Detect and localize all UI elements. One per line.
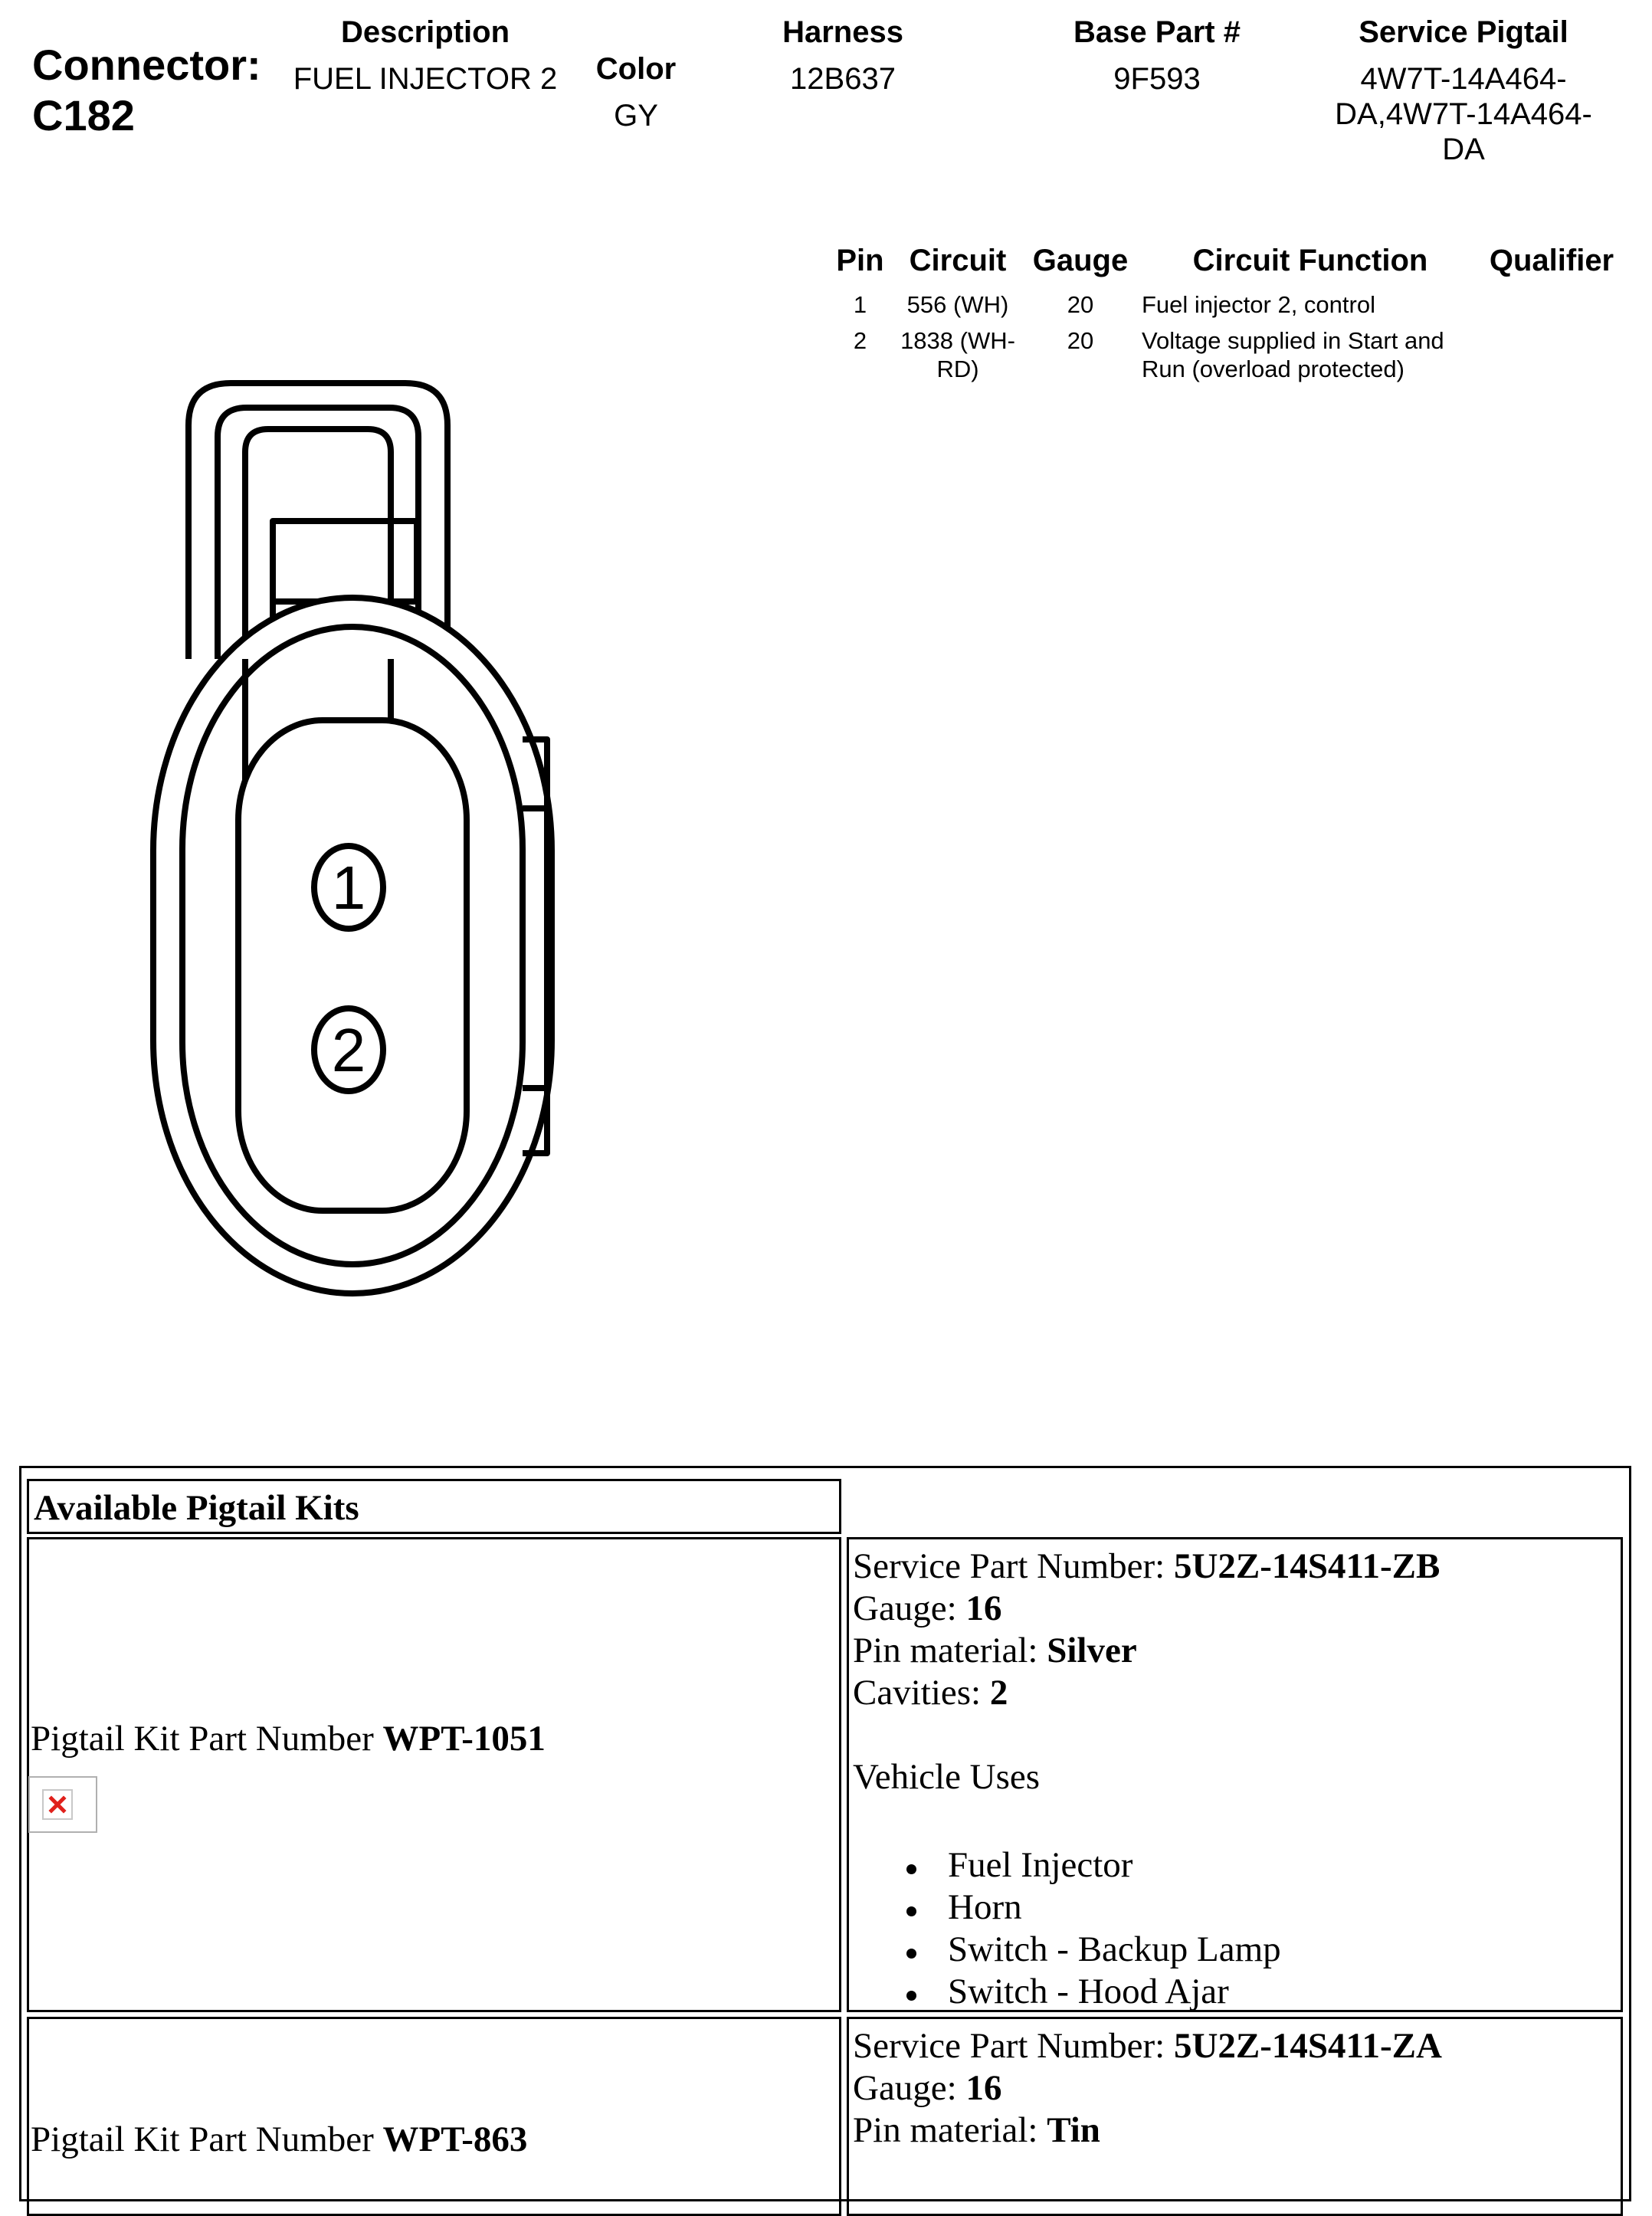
gauge-cell: 20 bbox=[1067, 291, 1094, 318]
service-part-label: Service Part Number: bbox=[853, 1546, 1174, 1586]
service-part-line bbox=[853, 2025, 1442, 2067]
pin-1-label: 1 bbox=[331, 854, 366, 922]
color-value: GY bbox=[614, 99, 658, 133]
base-part-value: 9F593 bbox=[1113, 62, 1201, 96]
service-pigtail-value bbox=[1303, 61, 1624, 167]
pin-material-value: Tin bbox=[1047, 2110, 1100, 2150]
function-cell bbox=[1142, 326, 1479, 383]
connector-face-diagram bbox=[138, 368, 567, 1318]
kit-part-label: Pigtail Kit Part Number bbox=[31, 2119, 383, 2159]
pin-2-label: 2 bbox=[331, 1016, 366, 1084]
pin-cell: 1 bbox=[853, 291, 867, 318]
broken-image-frame bbox=[42, 1789, 73, 1820]
harness-value: 12B637 bbox=[790, 62, 896, 96]
kit-part-value: WPT-1051 bbox=[382, 1719, 546, 1759]
gauge-line bbox=[853, 2067, 1442, 2109]
kits-title-cell bbox=[27, 1479, 841, 1534]
circuit-line: RD) bbox=[936, 356, 979, 382]
pin-material-value: Silver bbox=[1047, 1631, 1137, 1670]
kit-2-part-number bbox=[31, 2119, 527, 2161]
pin-material-line bbox=[853, 2109, 1442, 2152]
pin-cell: 2 bbox=[853, 327, 867, 354]
kit-1-left-cell bbox=[27, 1537, 841, 2012]
base-part-header: Base Part # bbox=[1073, 15, 1241, 49]
gauge-line bbox=[853, 1588, 1440, 1630]
gauge-value: 16 bbox=[965, 2068, 1002, 2108]
list-item: Horn bbox=[906, 1887, 1440, 1929]
gauge-label: Gauge: bbox=[853, 2068, 966, 2108]
red-x-icon bbox=[44, 1791, 71, 1818]
service-pigtail-line: 4W7T-14A464- bbox=[1360, 62, 1567, 96]
description-header: Description bbox=[340, 15, 510, 49]
gauge-col-header: Gauge bbox=[1032, 244, 1129, 277]
function-cell: Fuel injector 2, control bbox=[1142, 291, 1375, 318]
list-item: Switch - Hood Ajar bbox=[906, 1971, 1440, 2013]
circuit-col-header: Circuit bbox=[909, 244, 1007, 277]
service-pigtail-line: DA bbox=[1442, 133, 1485, 166]
kits-title: Available Pigtail Kits bbox=[34, 1488, 359, 1528]
function-line: Voltage supplied in Start and bbox=[1142, 327, 1444, 354]
connector-id: C182 bbox=[32, 91, 135, 139]
cavities-line bbox=[853, 1672, 1440, 1714]
broken-image-icon bbox=[28, 1776, 97, 1833]
circuit-cell bbox=[900, 326, 1015, 383]
vehicle-uses-list bbox=[906, 1844, 1440, 2013]
circuit-cell: 556 (WH) bbox=[906, 291, 1009, 318]
service-part-label: Service Part Number: bbox=[853, 2026, 1174, 2066]
function-line: Run (overload protected) bbox=[1142, 356, 1405, 382]
qualifier-col-header: Qualifier bbox=[1489, 244, 1614, 277]
pin-material-label: Pin material: bbox=[853, 2110, 1047, 2150]
list-item: Switch - Backup Lamp bbox=[906, 1929, 1440, 1971]
list-item: Fuel Injector bbox=[906, 1844, 1440, 1887]
pin-col-header: Pin bbox=[836, 244, 884, 277]
kit-1-details bbox=[853, 1546, 1440, 2013]
pin-material-label: Pin material: bbox=[853, 1631, 1047, 1670]
service-pigtail-header: Service Pigtail bbox=[1359, 15, 1568, 49]
cavities-value: 2 bbox=[989, 1673, 1008, 1713]
gauge-cell: 20 bbox=[1067, 327, 1094, 354]
color-header: Color bbox=[595, 52, 677, 86]
function-col-header: Circuit Function bbox=[1192, 244, 1428, 277]
circuit-line: 1838 (WH- bbox=[900, 327, 1015, 354]
gauge-value: 16 bbox=[965, 1588, 1002, 1628]
connector-label: Connector: bbox=[32, 41, 261, 89]
pin-cavity bbox=[238, 720, 467, 1211]
harness-header: Harness bbox=[782, 15, 903, 49]
description-value: FUEL INJECTOR 2 bbox=[293, 62, 558, 96]
kit-1-part-number bbox=[31, 1718, 546, 1760]
gauge-label: Gauge: bbox=[853, 1588, 966, 1628]
service-part-value: 5U2Z-14S411-ZB bbox=[1173, 1546, 1441, 1586]
service-part-line bbox=[853, 1546, 1440, 1588]
kit-1-right-cell bbox=[847, 1537, 1623, 2012]
cavities-label: Cavities: bbox=[853, 1673, 990, 1713]
kit-2-right-cell bbox=[847, 2017, 1623, 2216]
kit-2-left-cell bbox=[27, 2017, 841, 2216]
vehicle-uses-label: Vehicle Uses bbox=[853, 1757, 1041, 1797]
service-pigtail-line: DA,4W7T-14A464- bbox=[1335, 97, 1592, 131]
kit-2-details bbox=[853, 2025, 1442, 2152]
pin-material-line bbox=[853, 1630, 1440, 1672]
kit-part-label: Pigtail Kit Part Number bbox=[31, 1719, 383, 1759]
service-part-value: 5U2Z-14S411-ZA bbox=[1173, 2026, 1442, 2066]
kit-part-value: WPT-863 bbox=[382, 2119, 528, 2159]
